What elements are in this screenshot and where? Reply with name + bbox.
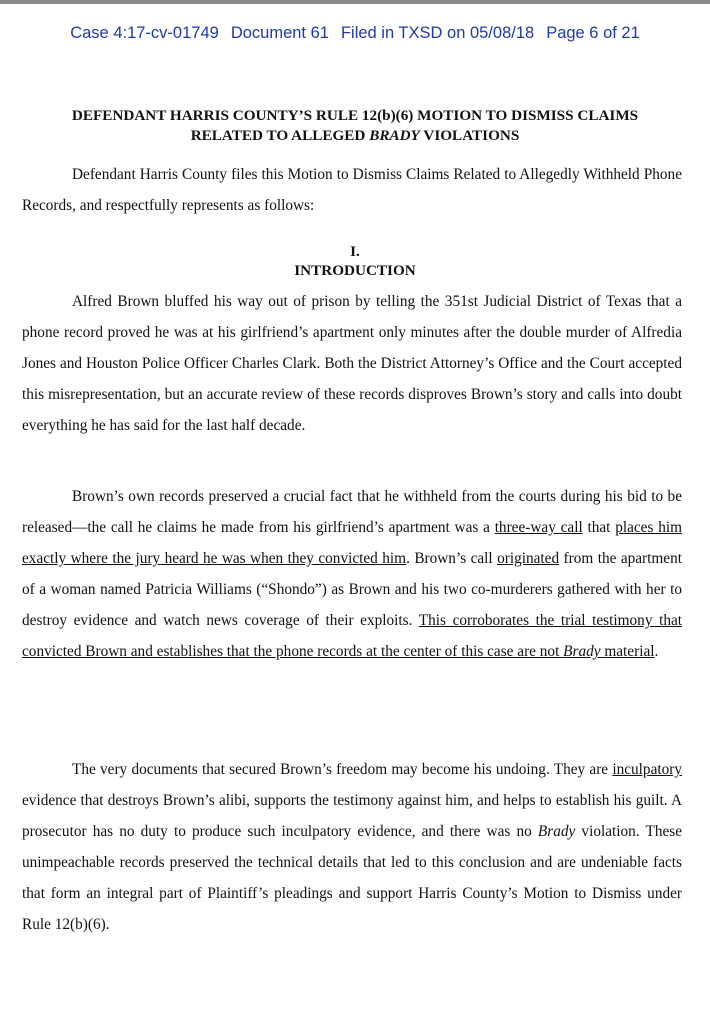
underlined-originated: originated: [497, 550, 560, 567]
title-line-1: DEFENDANT HARRIS COUNTY’S RULE 12(b)(6) MOTION TO DISMISS CLAIMS: [71, 107, 639, 124]
underlined-corroboration: This corroborates the trial testimony that convicted Brown and establishes that the phone records at the center of this case are not Brady material: [22, 612, 683, 660]
section-heading: INTRODUCTION: [294, 262, 416, 279]
page-number: Page 6 of 21: [546, 24, 640, 42]
case-header: [0, 24, 710, 43]
underlined-jury-phrase: places him exactly where the jury heard he was when they convicted him: [22, 519, 682, 567]
paragraph-2: Brown’s own records preserved a crucial fact that he withheld from the courts during his bid to be released—the call he claims he made from his girlfriend’s apartment was a three-way call that places him exactly where the jury heard he was when they convicted him. Brown’s call originated from the apartment of a woman named Patricia Williams (“Shondo”) as Brown and his two co-murderers gathered with her to destroy evidence and watch news coverage of their exploits. This corroborates the trial testimony that convicted Brown and establishes that the phone records at the center of this case are not Brady material.: [22, 488, 683, 660]
document-number: Document 61: [230, 24, 329, 42]
case-number: Case 4:17-cv-01749: [70, 24, 219, 42]
title-line-2: RELATED TO ALLEGED BRADY VIOLATIONS: [190, 127, 520, 144]
document-title: [20, 106, 690, 146]
section-number: I.: [350, 243, 360, 260]
paragraph-1: Alfred Brown bluffed his way out of prison by telling the 351st Judicial District of Texas that a phone record proved he was at his girlfriend’s apartment only minutes after the double murder of Alfredia Jones and Houston Police Officer Charles Clark. Both the District Attorney’s Office and the Court accepted this misrepresentation, but an accurate review of these records disproves Brown’s story and calls into doubt everything he has said for the last half decade.: [22, 293, 682, 434]
filed-date: Filed in TXSD on 05/08/18: [340, 24, 535, 42]
underlined-inculpatory: inculpatory: [612, 761, 682, 778]
intro-paragraph: Defendant Harris County files this Motion to Dismiss Claims Related to Allegedly Withheld Phone Records, and respectfully represents as follows:: [22, 166, 682, 214]
page-top-border: [0, 0, 710, 4]
underlined-three-way-call: three-way call: [494, 519, 583, 536]
paragraph-3: The very documents that secured Brown’s freedom may become his undoing. They are inculpatory evidence that destroys Brown’s alibi, supports the testimony against him, and helps to establish his guilt. A prosecutor has no duty to produce such inculpatory evidence, and there was no Brady violation. These unimpeachable records preserved the technical details that led to this conclusion and are undeniable facts that form an integral part of Plaintiff’s pleadings and support Harris County’s Motion to Dismiss under Rule 12(b)(6).: [22, 761, 683, 933]
